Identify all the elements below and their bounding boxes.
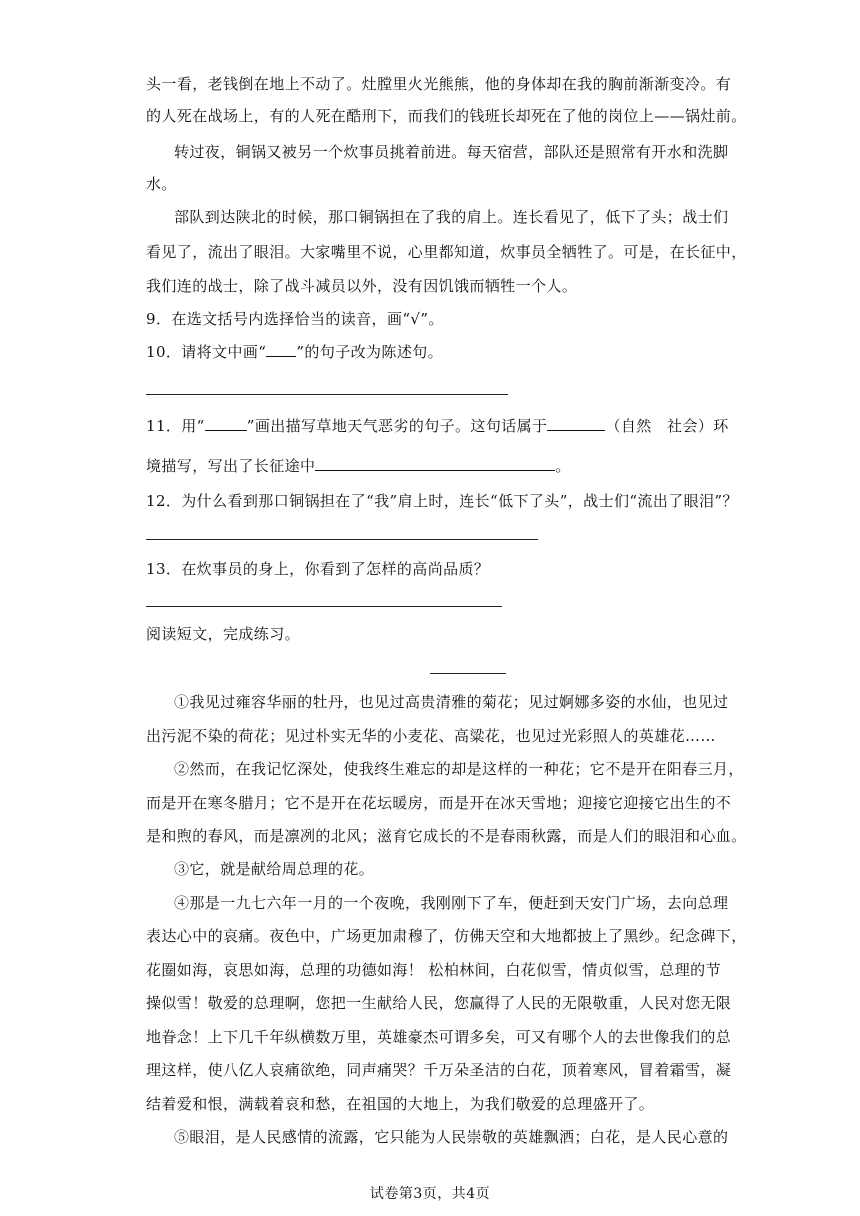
question-11-line-2 [146, 456, 718, 476]
section2-line-4: 而是开在寒冬腊月；它不是开在花坛暖房，而是开在冰天雪地；迎接它迎接它出生的不 [146, 794, 732, 812]
question-11-text-d: 境描写，写出了长征途中 [146, 457, 316, 475]
passage1-line-2: 的人死在战场上，有的人死在酷刑下，而我们的钱班长却死在了他的岗位上——锅灶前。 [146, 107, 747, 125]
page-footer: 试卷第3页，共4页 [369, 1186, 491, 1202]
question-10-text-b: ”的句子改为陈述句。 [296, 343, 444, 361]
question-11-line-1 [146, 416, 729, 436]
section2-line-6: ③它，就是献给周总理的花。 [174, 860, 375, 878]
question-11-text-c: （自然 社会）环 [605, 417, 729, 435]
title-blank[interactable] [430, 673, 506, 674]
question-11-text-b: ”画出描写草地天气恶劣的句子。这句话属于 [246, 417, 548, 435]
answer-line-13[interactable] [146, 606, 502, 607]
underline-mark-sample [266, 342, 296, 357]
question-11-text-e: 。 [555, 457, 571, 475]
answer-blank-effect[interactable] [315, 456, 555, 471]
section2-line-13: 结着爱和恨，满载着哀和愁，在祖国的大地上，为我们敬爱的总理盛开了。 [146, 1095, 655, 1113]
section2-intro: 阅读短文，完成练习。 [146, 625, 301, 643]
section2-line-12: 理这样，使八亿人哀痛欲绝，同声痛哭？千万朵圣洁的白花，顶着寒风，冒着霜雪，凝 [146, 1061, 732, 1079]
passage1-line-7: 我们连的战士，除了战斗减员以外，没有因饥饿而牺牲一个人。 [146, 277, 578, 295]
section2-line-14: ⑤眼泪，是人民感情的流露，它只能为人民崇敬的英雄飘洒；白花，是人民心意的 [174, 1128, 729, 1146]
section2-line-2: 出污泥不染的荷花；见过朴实无华的小麦花、高粱花，也见过光彩照人的英雄花…… [146, 727, 716, 745]
underline-mark-sample [205, 416, 247, 431]
section2-line-7: ④那是一九七六年一月的一个夜晚，我刚刚下了车，便赶到天安门广场，去向总理 [174, 894, 729, 912]
answer-blank-type[interactable] [547, 416, 605, 431]
section2-line-10: 操似雪！敬爱的总理啊，您把一生献给人民，您赢得了人民的无限敬重，人民对您无限 [146, 994, 732, 1012]
section2-line-3: ②然而，在我记忆深处，使我终生难忘的却是这样的一种花；它不是开在阳春三月， [174, 760, 744, 778]
question-10 [146, 342, 718, 362]
section2-line-11: 地眷念！上下几千年纵横数万里，英雄豪杰可谓多矣，可又有哪个人的去世像我们的总 [146, 1028, 732, 1046]
answer-line-10[interactable] [146, 394, 508, 395]
question-11-text-a: 11．用“ [146, 417, 205, 435]
passage1-line-1: 头一看，老钱倒在地上不动了。灶膛里火光熊熊，他的身体却在我的胸前渐渐变冷。有 [146, 75, 732, 93]
passage1-line-3: 转过夜，铜锅又被另一个炊事员挑着前进。每天宿营，部队还是照常有开水和洗脚 [174, 143, 729, 161]
question-13: 13．在炊事员的身上，你看到了怎样的高尚品质？ [146, 560, 490, 578]
question-9: 9．在选文括号内选择恰当的读音，画“√”。 [146, 310, 444, 328]
section2-line-5: 是和煦的春风，而是凛冽的北风；滋育它成长的不是春雨秋露，而是人们的眼泪和心血。 [146, 827, 747, 845]
section2-line-9: 花圈如海，哀思如海，总理的功德如海！ 松柏林间，白花似雪，情贞似雪，总理的节 [146, 961, 721, 979]
section2-line-8: 表达心中的哀痛。夜色中，广场更加肃穆了，仿佛天空和大地都披上了黑纱。纪念碑下， [146, 927, 747, 945]
question-12: 12．为什么看到那口铜锅担在了“我”肩上时，连长“低下了头”，战士们“流出了眼泪”？ [146, 492, 738, 510]
section2-line-1: ①我见过雍容华丽的牡丹，也见过高贵清雅的菊花；见过婀娜多姿的水仙，也见过 [174, 693, 729, 711]
answer-line-12[interactable] [146, 539, 538, 540]
passage1-line-6: 看见了，流出了眼泪。大家嘴里不说，心里都知道，炊事员全牺牲了。可是，在长征中， [146, 243, 747, 261]
passage1-line-5: 部队到达陕北的时候，那口铜锅担在了我的肩上。连长看见了，低下了头；战士们 [174, 208, 729, 226]
passage1-line-4: 水。 [146, 175, 177, 193]
question-10-text-a: 10．请将文中画“ [146, 343, 267, 361]
